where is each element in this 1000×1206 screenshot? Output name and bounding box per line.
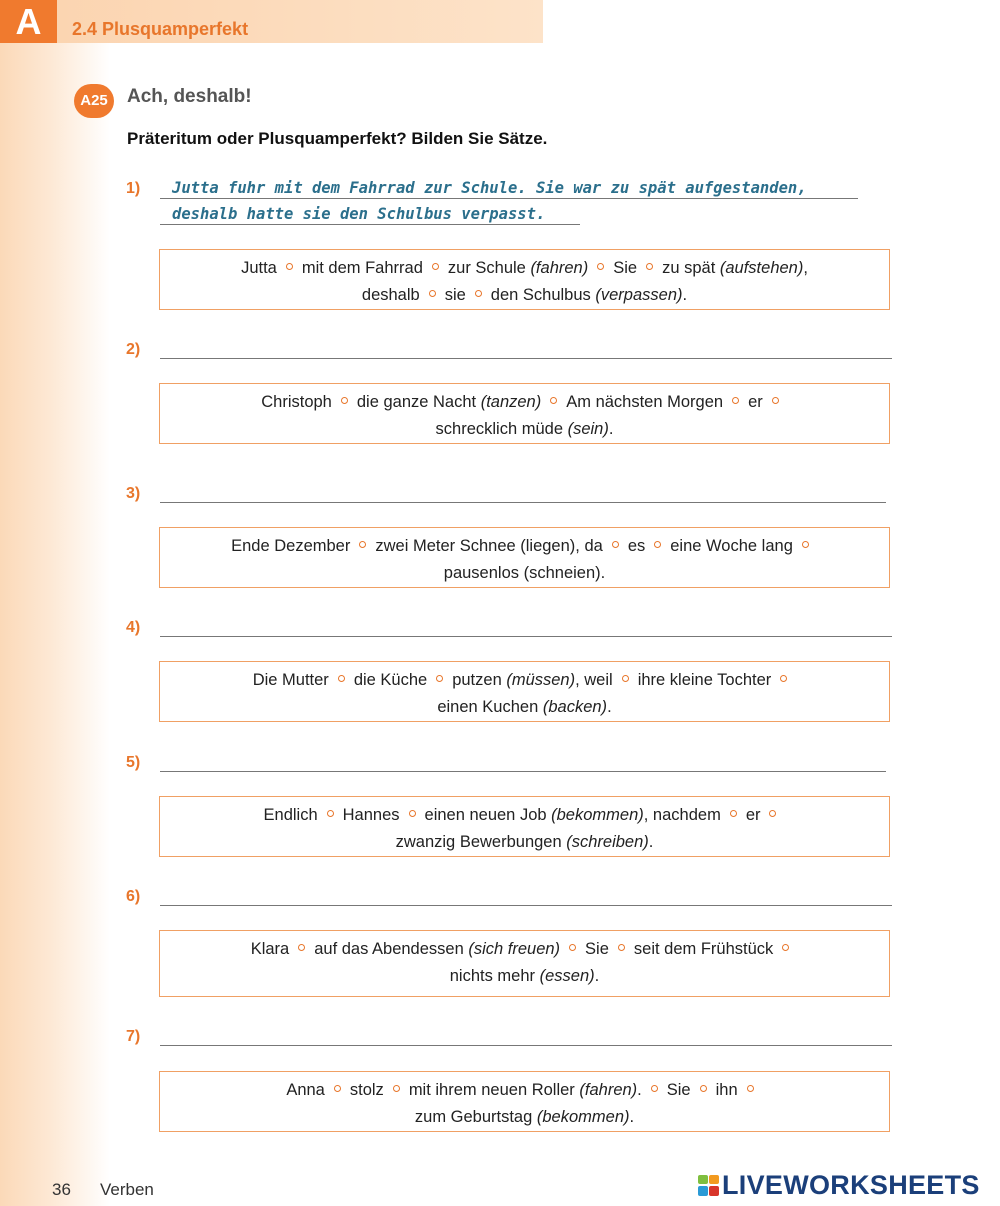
answer-input-7[interactable] <box>160 1019 896 1047</box>
footer-section: Verben <box>100 1180 154 1199</box>
prompt-box <box>159 796 890 857</box>
separator-dot <box>432 263 439 270</box>
separator-dot <box>286 263 293 270</box>
prompt-line-2: deshalb sie den Schulbus (verpassen). <box>361 286 688 304</box>
separator-dot <box>700 1085 707 1092</box>
separator-dot <box>772 397 779 404</box>
separator-dot <box>646 263 653 270</box>
prompt-line-1: Die Mutter die Küche putzen (müssen), weil ihre kleine Tochter <box>160 667 889 694</box>
prompt-line-2: schrecklich müde (sein). <box>435 420 614 438</box>
page-margin-gradient <box>0 0 110 1206</box>
answer-input-6[interactable] <box>160 879 896 907</box>
prompt-line-1: Endlich Hannes einen neuen Job (bekommen), nachdem er <box>160 802 889 829</box>
prompt-line-1: Ende Dezember zwei Meter Schnee (liegen), da es eine Woche lang <box>160 533 889 560</box>
item-number: 7) <box>126 1028 141 1045</box>
separator-dot <box>475 290 482 297</box>
answer-text-line-2: deshalb hatte sie den Schulbus verpasst. <box>172 205 546 223</box>
prompt-line-2: zwanzig Bewerbungen (schreiben). <box>395 833 654 851</box>
separator-dot <box>393 1085 400 1092</box>
separator-dot <box>732 397 739 404</box>
item-number: 5) <box>126 754 141 771</box>
prompt-box <box>159 383 890 444</box>
answer-input-5[interactable] <box>160 745 890 773</box>
item-number: 3) <box>126 485 141 502</box>
item-number: 1) <box>126 180 141 197</box>
answer-line <box>160 198 858 199</box>
separator-dot <box>802 541 809 548</box>
separator-dot <box>298 944 305 951</box>
separator-dot <box>338 675 345 682</box>
separator-dot <box>622 675 629 682</box>
prompt-line-2: einen Kuchen (backen). <box>437 698 612 716</box>
brand-name: LIVEWORKSHEETS <box>722 1169 980 1200</box>
section-title: 2.4 Plusquamperfekt <box>72 19 249 39</box>
separator-dot <box>769 810 776 817</box>
prompt-line-2: pausenlos (schneien). <box>443 564 606 582</box>
prompt-box <box>159 661 890 722</box>
separator-dot <box>747 1085 754 1092</box>
exercise-badge: A25 <box>74 84 114 118</box>
separator-dot <box>651 1085 658 1092</box>
separator-dot <box>409 810 416 817</box>
separator-dot <box>654 541 661 548</box>
item-number: 4) <box>126 619 141 636</box>
item-number: 2) <box>126 341 141 358</box>
separator-dot <box>618 944 625 951</box>
separator-dot <box>436 675 443 682</box>
separator-dot <box>359 541 366 548</box>
prompt-line-1: Anna stolz mit ihrem neuen Roller (fahren). Sie ihn <box>160 1077 889 1104</box>
answer-input-4[interactable] <box>160 610 896 638</box>
separator-dot <box>327 810 334 817</box>
prompt-box <box>159 930 890 997</box>
separator-dot <box>550 397 557 404</box>
chapter-badge: A <box>0 0 57 43</box>
prompt-line-2: nichts mehr (essen). <box>449 967 600 985</box>
liveworksheets-grid-icon <box>698 1175 719 1196</box>
separator-dot <box>569 944 576 951</box>
answer-text-line-1: Jutta fuhr mit dem Fahrrad zur Schule. Sie war zu spät aufgestanden, <box>172 179 807 197</box>
separator-dot <box>341 397 348 404</box>
separator-dot <box>429 290 436 297</box>
prompt-box <box>159 1071 890 1132</box>
prompt-line-1: Klara auf das Abendessen (sich freuen) Sie seit dem Frühstück <box>160 936 889 963</box>
separator-dot <box>730 810 737 817</box>
separator-dot <box>612 541 619 548</box>
prompt-line-1: Jutta mit dem Fahrrad zur Schule (fahren) Sie zu spät (aufstehen), <box>241 259 808 277</box>
separator-dot <box>334 1085 341 1092</box>
answer-input-2[interactable] <box>160 332 896 360</box>
separator-dot <box>782 944 789 951</box>
separator-dot <box>597 263 604 270</box>
answer-line <box>160 224 580 225</box>
exercise-title: Ach, deshalb! <box>127 86 252 107</box>
item-number: 6) <box>126 888 141 905</box>
liveworksheets-logo[interactable] <box>698 1170 980 1200</box>
exercise-instruction: Präteritum oder Plusquamperfekt? Bilden Sie Sätze. <box>127 129 548 148</box>
prompt-box <box>159 527 890 588</box>
answer-input-3[interactable] <box>160 476 890 504</box>
prompt-line-1: Christoph die ganze Nacht (tanzen) Am nächsten Morgen er <box>160 389 889 416</box>
prompt-line-2: zum Geburtstag (bekommen). <box>414 1108 635 1126</box>
page-number: 36 <box>52 1180 71 1199</box>
prompt-box <box>159 249 890 310</box>
separator-dot <box>780 675 787 682</box>
